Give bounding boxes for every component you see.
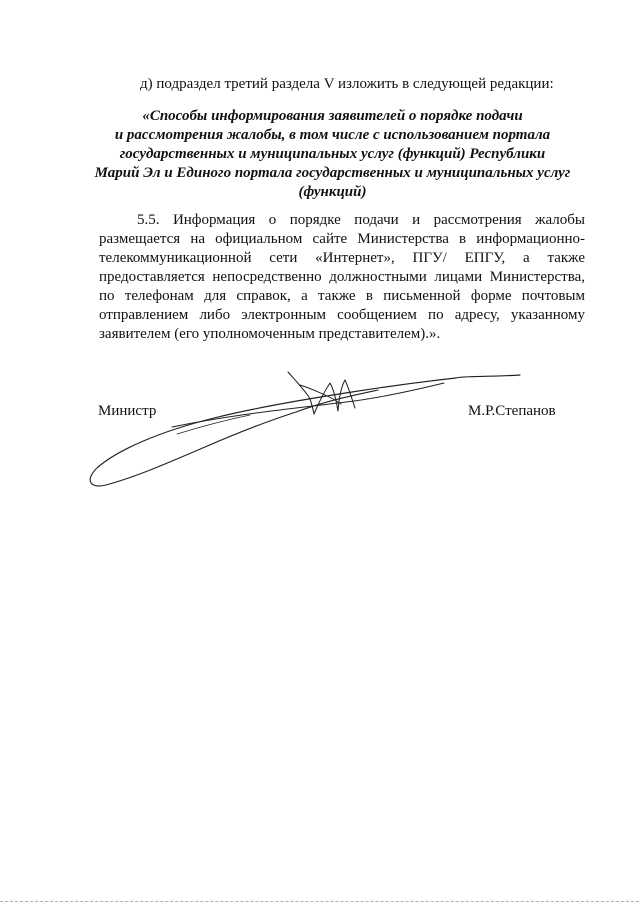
body-line: 5.5. Информация о порядке подачи и рассмотрения жалобы (137, 212, 585, 228)
body-line: заявителем (его уполномоченным представителем).». (99, 326, 441, 342)
heading-line: (функций) (298, 184, 367, 200)
minister-title: Министр (98, 403, 157, 419)
section-heading (90, 107, 575, 202)
body-paragraph (99, 211, 585, 344)
intro-paragraph: д) подраздел третий раздела V изложить в следующей редакции: (140, 76, 554, 92)
heading-line: Марий Эл и Единого портала государственных и муниципальных услуг (94, 165, 571, 181)
signature-stroke (177, 415, 250, 434)
heading-line: «Способы информирования заявителей о порядке подачи (142, 108, 523, 124)
heading-line: и рассмотрения жалобы, в том числе с использованием портала (114, 127, 551, 143)
body-line: предоставляется непосредственно должностными лицами Министерства, (99, 269, 585, 285)
heading-line: государственных и муниципальных услуг (функций) Республики (119, 146, 546, 162)
signature-stroke (288, 372, 355, 414)
signature-stroke (300, 385, 341, 404)
body-line: телекоммуникационной сети «Интернет», ПГУ/ ЕПГУ, а также (99, 250, 585, 266)
body-line: отправлением либо электронным сообщением по адресу, указанному (99, 307, 585, 323)
page-bottom-rule (0, 901, 639, 902)
minister-name: М.Р.Степанов (468, 403, 556, 419)
signature-stroke (172, 383, 444, 427)
signature-stroke (90, 375, 520, 486)
body-line: по телефонам для справок, а также в письменной форме почтовым (99, 288, 585, 304)
body-line: размещается на официальном сайте Министерства в информационно- (99, 231, 585, 247)
